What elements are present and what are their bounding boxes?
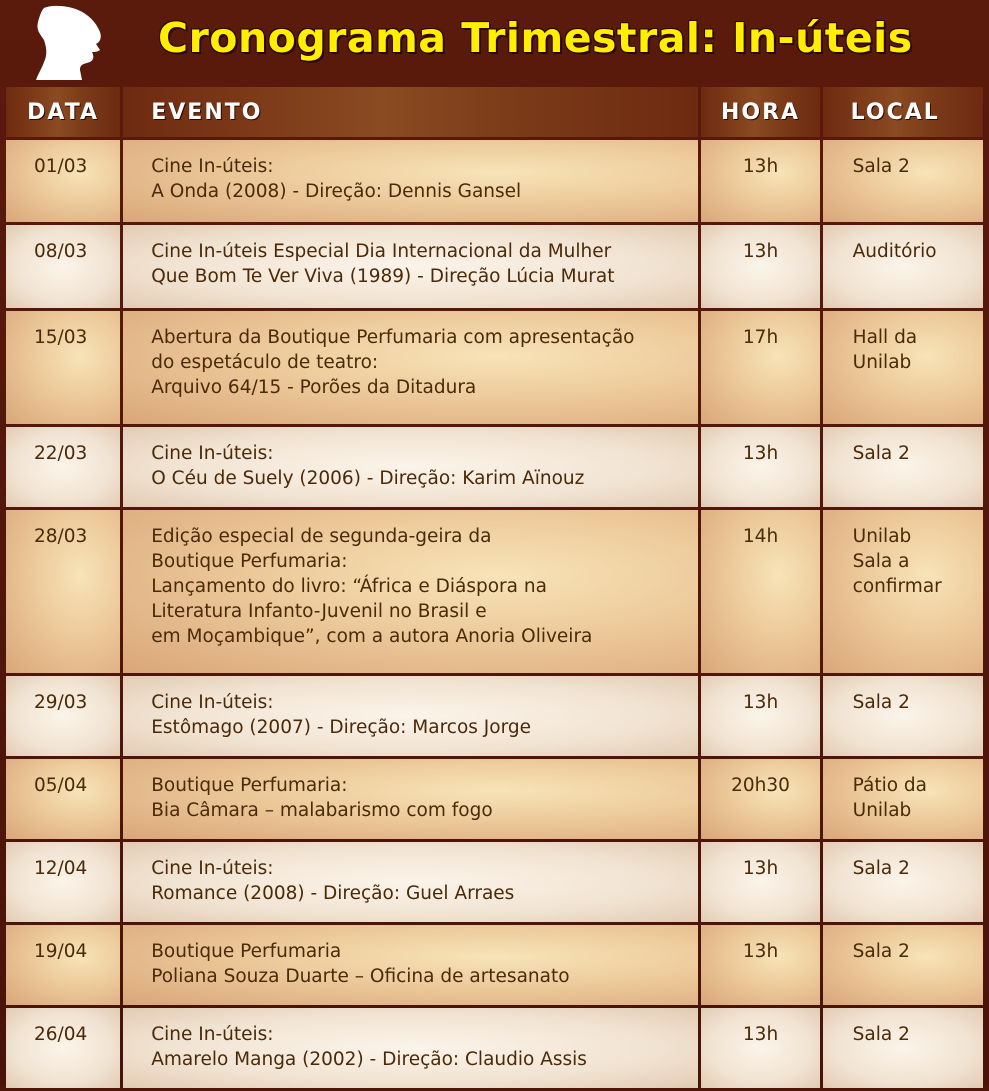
- event-description-line: Cine In-úteis:: [151, 692, 274, 713]
- schedule-rows: [6, 140, 983, 1088]
- event-location-line: Unilab: [852, 352, 912, 373]
- event-hour: 13h: [701, 842, 819, 922]
- table-header-row: [6, 87, 983, 137]
- table-row: [6, 842, 983, 922]
- event-date: 15/03: [6, 311, 120, 424]
- table-row: [6, 510, 983, 673]
- event-location-line: Unilab: [852, 800, 912, 821]
- table-row: [6, 311, 983, 424]
- event-location: [823, 427, 983, 507]
- table-row: [6, 225, 983, 308]
- event-location-line: Sala 2: [852, 443, 910, 464]
- table-row: [6, 1008, 983, 1088]
- table-row: [6, 140, 983, 222]
- event-date: 01/03: [6, 140, 120, 222]
- event-location-line: Unilab: [852, 526, 912, 547]
- column-header-hour: HORA: [701, 87, 819, 137]
- event-description-line: A Onda (2008) - Direção: Dennis Gansel: [151, 181, 522, 202]
- event-description-line: Boutique Perfumaria:: [151, 551, 348, 572]
- event-description-line: Cine In-úteis:: [151, 858, 274, 879]
- event-description-line: O Céu de Suely (2006) - Direção: Karim Aïnouz: [151, 468, 585, 489]
- event-location: [823, 842, 983, 922]
- event-hour: 20h30: [701, 759, 819, 839]
- event-location: [823, 925, 983, 1005]
- event-date: 28/03: [6, 510, 120, 673]
- event-description-line: Cine In-úteis:: [151, 443, 274, 464]
- event-location-line: Sala a: [852, 551, 910, 572]
- event-description: [123, 1008, 698, 1088]
- event-description-line: Poliana Souza Duarte – Oficina de artesanato: [151, 966, 570, 987]
- event-date: 29/03: [6, 676, 120, 756]
- event-description-line: Edição especial de segunda-geira da: [151, 526, 492, 547]
- event-date: 19/04: [6, 925, 120, 1005]
- event-description-line: Lançamento do livro: “África e Diáspora na: [151, 576, 547, 597]
- event-description-line: Que Bom Te Ver Viva (1989) - Direção Lúcia Murat: [151, 266, 615, 287]
- event-description-line: do espetáculo de teatro:: [151, 352, 379, 373]
- event-date: 26/04: [6, 1008, 120, 1088]
- table-row: [6, 676, 983, 756]
- event-location: [823, 759, 983, 839]
- event-description: [123, 925, 698, 1005]
- event-hour: 13h: [701, 1008, 819, 1088]
- event-location: [823, 225, 983, 308]
- event-description-line: em Moçambique”, com a autora Anoria Oliveira: [151, 626, 593, 647]
- schedule-table: [3, 84, 986, 1091]
- column-header-date: DATA: [6, 87, 120, 137]
- event-description: [123, 510, 698, 673]
- event-location-line: Sala 2: [852, 156, 910, 177]
- event-description-line: Cine In-úteis:: [151, 1024, 274, 1045]
- table-row: [6, 759, 983, 839]
- event-hour: 13h: [701, 925, 819, 1005]
- event-location-line: Sala 2: [852, 941, 910, 962]
- event-location-line: Sala 2: [852, 858, 910, 879]
- event-description-line: Bia Câmara – malabarismo com fogo: [151, 800, 493, 821]
- event-description-line: Abertura da Boutique Perfumaria com apresentação: [151, 327, 635, 348]
- event-hour: 13h: [701, 427, 819, 507]
- event-location-line: Pátio da: [852, 775, 927, 796]
- event-description-line: Boutique Perfumaria: [151, 941, 342, 962]
- event-location: [823, 676, 983, 756]
- event-hour: 13h: [701, 676, 819, 756]
- header: [0, 0, 989, 84]
- event-description: [123, 759, 698, 839]
- event-location-line: Sala 2: [852, 692, 910, 713]
- event-description: [123, 140, 698, 222]
- event-description-line: Cine In-úteis:: [151, 156, 274, 177]
- event-description-line: Romance (2008) - Direção: Guel Arraes: [151, 883, 515, 904]
- table-row: [6, 925, 983, 1005]
- event-description-line: Boutique Perfumaria:: [151, 775, 348, 796]
- event-date: 08/03: [6, 225, 120, 308]
- event-location-line: Auditório: [852, 241, 937, 262]
- event-location-line: Hall da: [852, 327, 918, 348]
- event-location-line: Sala 2: [852, 1024, 910, 1045]
- column-header-event: EVENTO: [123, 87, 698, 137]
- event-location: [823, 140, 983, 222]
- event-description-line: Arquivo 64/15 - Porões da Ditadura: [151, 377, 477, 398]
- event-description: [123, 427, 698, 507]
- event-description: [123, 842, 698, 922]
- event-description: [123, 676, 698, 756]
- event-hour: 14h: [701, 510, 819, 673]
- event-location: [823, 510, 983, 673]
- event-location-line: confirmar: [852, 576, 942, 597]
- event-description-line: Literatura Infanto-Juvenil no Brasil e: [151, 601, 487, 622]
- event-hour: 17h: [701, 311, 819, 424]
- column-header-location: LOCAL: [823, 87, 983, 137]
- event-date: 12/04: [6, 842, 120, 922]
- event-description-line: Estômago (2007) - Direção: Marcos Jorge: [151, 717, 531, 738]
- event-description-line: Cine In-úteis Especial Dia Internacional da Mulher: [151, 241, 612, 262]
- event-description: [123, 311, 698, 424]
- event-hour: 13h: [701, 140, 819, 222]
- event-description: [123, 225, 698, 308]
- woman-silhouette-icon: [30, 4, 110, 80]
- event-location: [823, 311, 983, 424]
- event-description-line: Amarelo Manga (2002) - Direção: Claudio Assis: [151, 1049, 587, 1070]
- event-date: 05/04: [6, 759, 120, 839]
- event-date: 22/03: [6, 427, 120, 507]
- page-title: Cronograma Trimestral: In-úteis: [158, 14, 913, 62]
- event-location: [823, 1008, 983, 1088]
- event-hour: 13h: [701, 225, 819, 308]
- table-row: [6, 427, 983, 507]
